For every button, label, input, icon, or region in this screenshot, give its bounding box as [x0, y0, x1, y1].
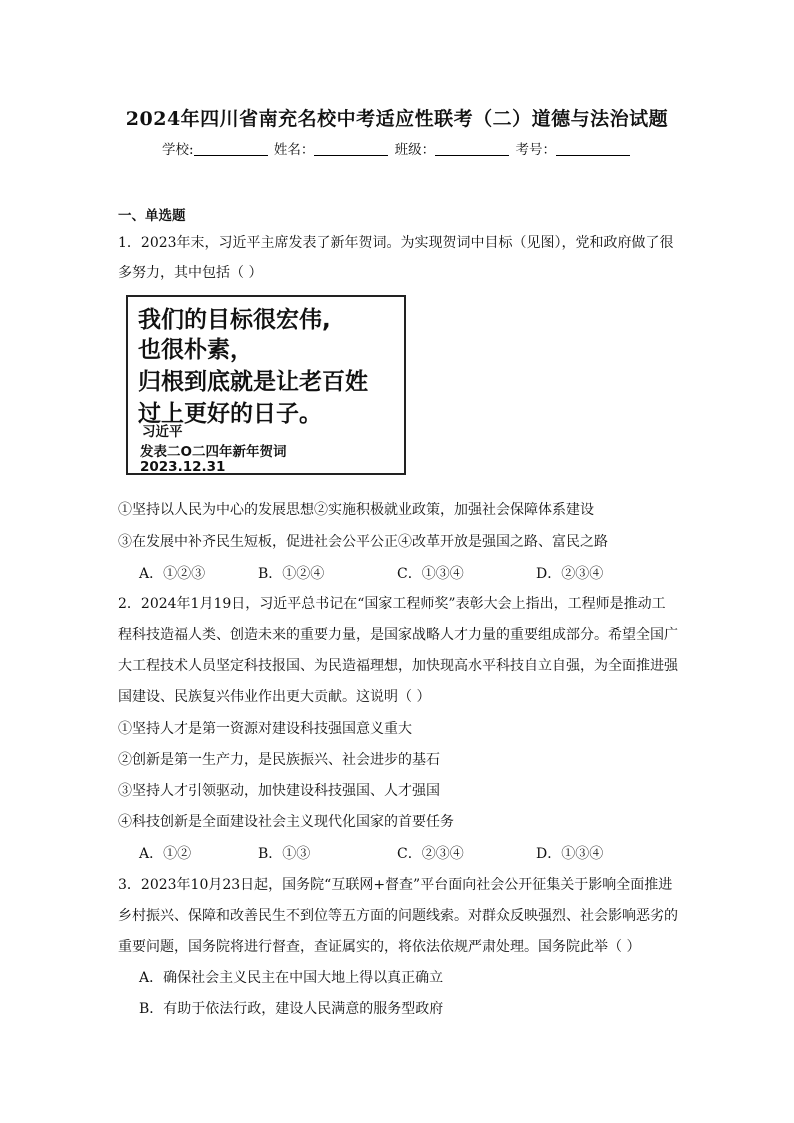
quote-author: 习近平: [142, 424, 183, 440]
quote-line3: 归根到底就是让老百姓: [138, 369, 368, 395]
quote-line4: 过上更好的日子。: [138, 401, 322, 427]
q2-statement-3: ③坚持人才引领驱动，加快建设科技强国、人才强国: [118, 783, 440, 799]
q2-statement-4: ④科技创新是全面建设社会主义现代化国家的首要任务: [118, 814, 454, 830]
q2-option-d[interactable]: D．①③④: [536, 846, 604, 862]
q3-stem-line1: 3．2023年10月23日起，国务院“互联网+督查”平台面向社会公开征集关于影响全面推进: [118, 877, 673, 893]
q2-statement-2: ②创新是第一生产力，是民族振兴、社会进步的基石: [118, 752, 440, 768]
class-label: 班级：: [394, 142, 436, 158]
q2-stem-line4: 国建设、民族复兴伟业作出更大贡献。这说明（ ）: [118, 689, 431, 705]
name-blank[interactable]: [314, 141, 388, 156]
q1-stem-line2: 多努力，其中包括（ ）: [118, 265, 263, 281]
page-title: 2024年四川省南充名校中考适应性联考（二）道德与法治试题: [125, 108, 669, 130]
student-info-row: [0, 138, 794, 158]
q2-option-a[interactable]: A．①②: [139, 846, 192, 862]
school-label: 学校:: [162, 142, 194, 158]
id-label: 考号：: [515, 142, 556, 158]
q3-stem-line3: 重要问题，国务院将进行督查，查证属实的，将依法依规严肃处理。国务院此举（ ）: [118, 939, 641, 955]
q2-option-b[interactable]: B．①③: [258, 846, 311, 862]
q3-stem-line2: 乡村振兴、保障和改善民生不到位等五方面的问题线索。对群众反映强烈、社会影响恶劣的: [118, 908, 678, 924]
school-blank[interactable]: [194, 141, 268, 156]
q1-stem-line1: 1．2023年末，习近平主席发表了新年贺词。为实现贺词中目标（见图），党和政府做了很: [118, 235, 674, 251]
q2-statement-1: ①坚持人才是第一资源对建设科技强国意义重大: [118, 721, 412, 737]
q2-option-c[interactable]: C．②③④: [397, 846, 464, 862]
class-blank[interactable]: [435, 141, 509, 156]
quote-box: [126, 295, 406, 475]
id-blank[interactable]: [556, 141, 630, 156]
q1-option-c[interactable]: C．①③④: [397, 566, 464, 582]
q1-option-a[interactable]: A．①②③: [139, 566, 206, 582]
q2-stem-line2: 程科技造福人类、创造未来的重要力量，是国家战略人才力量的重要组成部分。希望全国广: [118, 627, 678, 643]
quote-line2: 也很朴素，: [138, 337, 253, 363]
quote-date: 2023.12.31: [140, 459, 226, 475]
section-title: 一、单选题: [118, 208, 186, 224]
q1-statement-2: ③在发展中补齐民生短板，促进社会公平公正④改革开放是强国之路、富民之路: [118, 534, 608, 550]
q2-stem-line1: 2．2024年1月19日，习近平总书记在“国家工程师奖”表彰大会上指出，工程师是推动工: [118, 596, 666, 612]
q1-option-d[interactable]: D．②③④: [536, 566, 604, 582]
quote-line1: 我们的目标很宏伟,: [138, 307, 331, 333]
q3-option-b[interactable]: B．有助于依法行政，建设人民满意的服务型政府: [139, 1001, 444, 1017]
quote-source: 发表二O二四年新年贺词: [140, 444, 287, 460]
q1-statement-1: ①坚持以人民为中心的发展思想②实施积极就业政策，加强社会保障体系建设: [118, 502, 594, 518]
q3-option-a[interactable]: A．确保社会主义民主在中国大地上得以真正确立: [139, 970, 444, 986]
name-label: 姓名：: [273, 142, 315, 158]
q2-stem-line3: 大工程技术人员坚定科技报国、为民造福理想，加快现高水平科技自立自强，为全面推进强: [118, 658, 678, 674]
q1-option-b[interactable]: B．①②④: [258, 566, 325, 582]
